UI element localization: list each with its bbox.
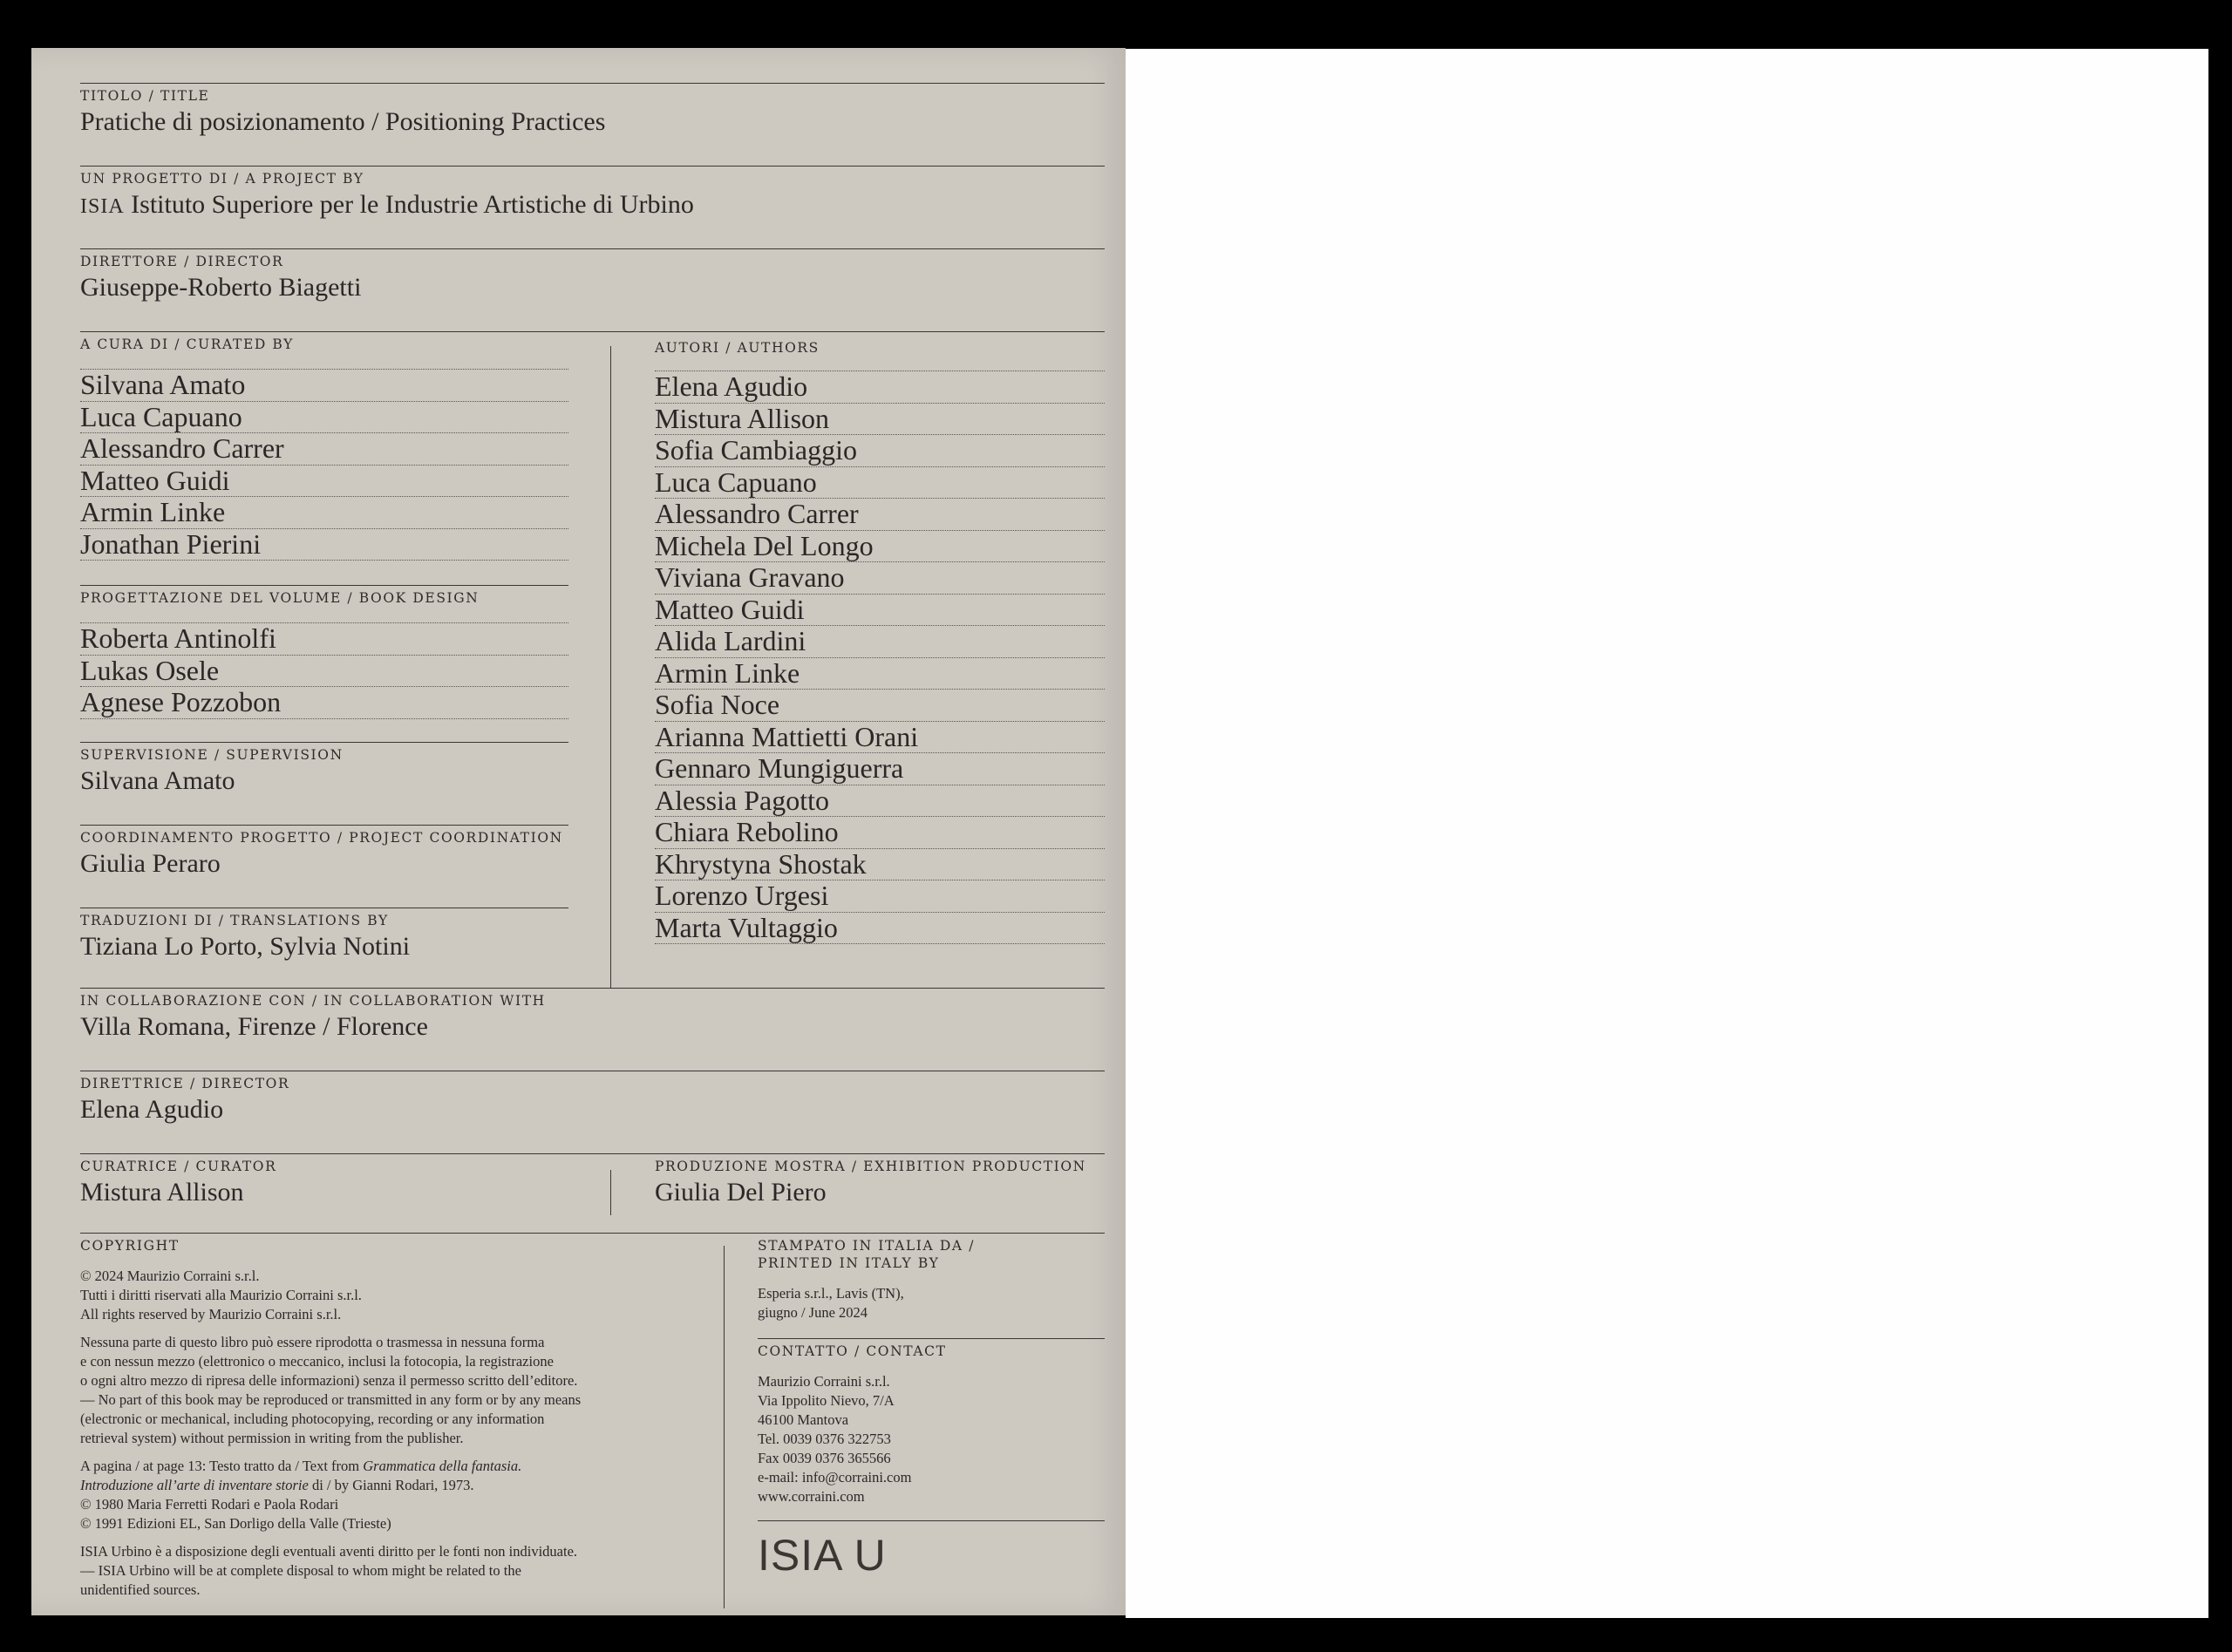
copyright-paragraph-4 <box>80 1542 706 1600</box>
curated-list <box>80 369 568 561</box>
printing-contact-column <box>724 1238 1105 1608</box>
name-item: Luca Capuano <box>80 402 568 434</box>
production-section <box>610 1159 1105 1215</box>
name-item: Roberta Antinolfi <box>80 623 568 656</box>
credit-book-title: Grammatica della fantasia. <box>363 1458 522 1474</box>
text-line: Fax 0039 0376 365566 <box>758 1450 891 1466</box>
text-line: (electronic or mechanical, including photocopying, recording or any information <box>80 1411 545 1427</box>
text-line: e-mail: info@corraini.com <box>758 1469 912 1485</box>
coordination-value: Giulia Peraro <box>80 848 221 878</box>
text-line: — No part of this book may be reproduced or transmitted in any form or by any means <box>80 1391 582 1408</box>
name-item: Matteo Guidi <box>655 595 1105 627</box>
title-label: TITOLO / TITLE <box>80 88 210 104</box>
name-item: Mistura Allison <box>655 404 1105 436</box>
name-item: Alessandro Carrer <box>655 499 1105 531</box>
project-name: Istituto Superiore per le Industrie Artistiche di Urbino <box>131 190 694 219</box>
text-line: Tutti i diritti riservati alla Maurizio Corraini s.r.l. <box>80 1287 362 1303</box>
isia-logo: ISIA U <box>758 1531 887 1580</box>
coordination-section <box>80 825 568 908</box>
curator-label: CURATRICE / CURATOR <box>80 1159 277 1174</box>
name-item: Agnese Pozzobon <box>80 687 568 719</box>
printed-label-line-2: PRINTED IN ITALY BY <box>758 1255 940 1271</box>
contact-label: CONTATTO / CONTACT <box>758 1343 947 1359</box>
text-line: Esperia s.r.l., Lavis (TN), <box>758 1285 904 1302</box>
name-item: Khrystyna Shostak <box>655 849 1105 881</box>
translations-label: TRADUZIONI DI / TRANSLATIONS BY <box>80 912 389 928</box>
text-line: www.corraini.com <box>758 1488 865 1505</box>
collaboration-value: Villa Romana, Firenze / Florence <box>80 1012 428 1041</box>
text-line: e con nessun mezzo (elettronico o meccanico, inclusi la fotocopia, la registrazione <box>80 1353 554 1370</box>
credits-right-column <box>610 340 1105 988</box>
credit-text: A pagina / at page 13: Testo tratto da / Text from <box>80 1458 364 1474</box>
text-line: unidentified sources. <box>80 1581 201 1598</box>
name-item: Matteo Guidi <box>80 466 568 498</box>
curated-label: A CURA DI / CURATED BY <box>80 337 294 352</box>
title-value: Pratiche di posizionamento / Positioning Practices <box>80 107 606 136</box>
name-item: Jonathan Pierini <box>80 529 568 561</box>
design-list <box>80 622 568 719</box>
text-line: giugno / June 2024 <box>758 1304 868 1321</box>
text-line: — ISIA Urbino will be at complete disposal to whom might be related to the <box>80 1562 521 1579</box>
name-item: Marta Vultaggio <box>655 913 1105 945</box>
credit-rights-2: © 1991 Edizioni EL, San Dorligo della Valle (Trieste) <box>80 1515 391 1532</box>
collaboration-section <box>80 988 1105 1071</box>
design-label: PROGETTAZIONE DEL VOLUME / BOOK DESIGN <box>80 590 480 606</box>
copyright-section <box>80 1234 724 1608</box>
name-item: Armin Linke <box>655 658 1105 690</box>
credits-left-column <box>80 332 568 988</box>
production-label: PRODUZIONE MOSTRA / EXHIBITION PRODUCTION <box>655 1159 1086 1174</box>
credit-rights-1: © 1980 Maria Ferretti Rodari e Paola Rodari <box>80 1496 339 1513</box>
text-line: ISIA Urbino è a disposizione degli eventuali aventi diritto per le fonti non individuate. <box>80 1543 578 1560</box>
translations-section <box>80 908 568 990</box>
name-item: Chiara Rebolino <box>655 817 1105 849</box>
name-item: Sofia Cambiaggio <box>655 435 1105 467</box>
name-item: Luca Capuano <box>655 467 1105 500</box>
collaboration-label: IN COLLABORAZIONE CON / IN COLLABORATION WITH <box>80 993 546 1009</box>
name-item: Sofia Noce <box>655 690 1105 722</box>
director-value: Giuseppe-Roberto Biagetti <box>80 273 362 302</box>
supervision-value: Silvana Amato <box>80 765 235 795</box>
printed-label-line-1: STAMPATO IN ITALIA DA / <box>758 1238 976 1254</box>
authors-list <box>655 371 1105 944</box>
project-section <box>80 166 1105 248</box>
text-line: Via Ippolito Nievo, 7/A <box>758 1392 895 1409</box>
name-item: Silvana Amato <box>80 370 568 402</box>
text-line: Tel. 0039 0376 322753 <box>758 1431 891 1447</box>
name-item: Viviana Gravano <box>655 562 1105 595</box>
director-label: DIRETTORE / DIRECTOR <box>80 254 284 269</box>
name-item: Lukas Osele <box>80 656 568 688</box>
copyright-text <box>80 1267 706 1600</box>
credits-columns <box>80 331 1105 988</box>
name-item: Lorenzo Urgesi <box>655 880 1105 913</box>
copyright-label: COPYRIGHT <box>80 1238 180 1254</box>
project-value <box>80 187 1105 224</box>
text-line: All rights reserved by Maurizio Corraini s.r.l. <box>80 1306 342 1322</box>
name-item: Alessandro Carrer <box>80 433 568 466</box>
curator-value: Mistura Allison <box>80 1178 244 1207</box>
curator-section <box>80 1154 568 1233</box>
production-value: Giulia Del Piero <box>655 1178 827 1207</box>
copyright-paragraph-1 <box>80 1267 706 1324</box>
director-section <box>80 248 1105 331</box>
colophon <box>80 83 1105 1608</box>
name-item: Armin Linke <box>80 497 568 529</box>
project-abbr: ISIA <box>80 195 125 218</box>
colophon-page <box>31 48 1126 1615</box>
supervision-label: SUPERVISIONE / SUPERVISION <box>80 746 344 763</box>
copyright-paragraph-3 <box>80 1457 706 1533</box>
directress-section <box>80 1071 1105 1153</box>
contact-section <box>758 1338 1105 1506</box>
name-item: Alessia Pagotto <box>655 785 1105 818</box>
text-line: Nessuna parte di questo libro può essere riprodotta o trasmessa in nessuna forma <box>80 1334 545 1350</box>
title-section <box>80 83 1105 166</box>
curator-production-row <box>80 1153 1105 1233</box>
credit-author: di / by Gianni Rodari, 1973. <box>308 1477 474 1493</box>
name-item: Michela Del Longo <box>655 531 1105 563</box>
coordination-label: COORDINAMENTO PROGETTO / PROJECT COORDINATION <box>80 829 563 846</box>
supervision-section <box>80 742 568 825</box>
name-item: Gennaro Mungiguerra <box>655 753 1105 785</box>
text-line: retrieval system) without permission in writing from the publisher. <box>80 1430 464 1446</box>
bottom-section <box>80 1233 1105 1608</box>
project-label: UN PROGETTO DI / A PROJECT BY <box>80 171 364 187</box>
text-line: © 2024 Maurizio Corraini s.r.l. <box>80 1268 260 1284</box>
credit-book-subtitle: Introduzione all’arte di inventare storie <box>80 1477 309 1493</box>
directress-value: Elena Agudio <box>80 1095 224 1124</box>
translations-value: Tiziana Lo Porto, Sylvia Notini <box>80 931 411 961</box>
text-line: Maurizio Corraini s.r.l. <box>758 1373 890 1390</box>
authors-label: AUTORI / AUTHORS <box>655 340 820 356</box>
blank-page <box>1126 49 2208 1618</box>
printed-text <box>758 1284 1105 1322</box>
text-line: o ogni altro mezzo di ripresa delle informazioni) senza il permesso scritto dell’editore. <box>80 1372 578 1389</box>
text-line: 46100 Mantova <box>758 1411 849 1428</box>
name-item: Arianna Mattietti Orani <box>655 722 1105 754</box>
printed-label <box>758 1237 1105 1272</box>
directress-label: DIRETTRICE / DIRECTOR <box>80 1076 290 1091</box>
name-item: Elena Agudio <box>655 371 1105 404</box>
name-item: Alida Lardini <box>655 626 1105 658</box>
contact-text <box>758 1372 1105 1506</box>
copyright-paragraph-2 <box>80 1333 706 1448</box>
